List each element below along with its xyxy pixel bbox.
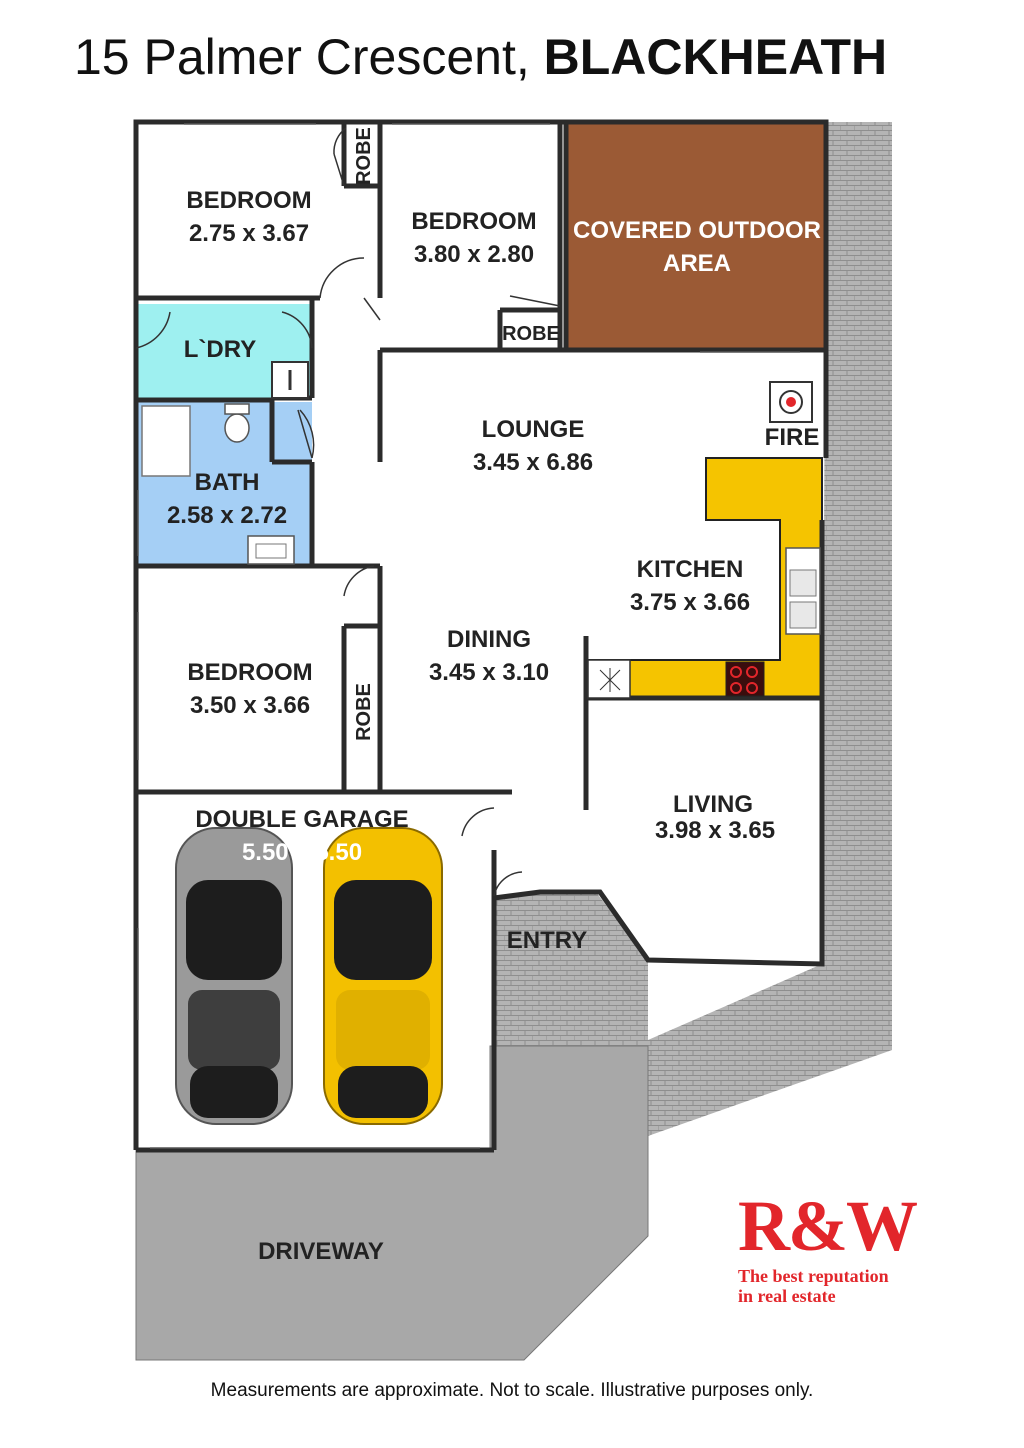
bath-name: BATH	[194, 469, 260, 496]
outdoor-name-2: AREA	[662, 250, 732, 277]
dining-dims: 3.45 x 3.10	[428, 659, 550, 686]
garage-name: DOUBLE GARAGE	[195, 806, 409, 833]
brand-logo	[738, 1186, 958, 1306]
living-name: LIVING	[672, 791, 754, 818]
suburb-text: BLACKHEATH	[543, 29, 888, 85]
bedroom-3-name: BEDROOM	[187, 659, 313, 686]
robe-label-1: ROBE	[353, 127, 375, 185]
driveway-name: DRIVEWAY	[258, 1238, 384, 1265]
robe-label-3: ROBE	[353, 683, 375, 741]
dining-name: DINING	[447, 626, 531, 653]
outdoor-name: COVERED OUTDOOR	[572, 217, 822, 244]
lounge-name: LOUNGE	[481, 416, 585, 443]
disclaimer: Measurements are approximate. Not to scale. Illustrative purposes only.	[210, 1380, 814, 1401]
entry-name: ENTRY	[506, 927, 588, 954]
laundry-name: L`DRY	[183, 336, 257, 363]
silver-car	[176, 828, 292, 1124]
yellow-car	[324, 828, 442, 1124]
bedroom-2-name: BEDROOM	[411, 208, 537, 235]
robe-label-2: ROBE	[502, 323, 560, 345]
living-dims: 3.98 x 3.65	[654, 817, 776, 844]
toilet-icon	[225, 414, 249, 442]
lounge-dims: 3.45 x 6.86	[472, 449, 594, 476]
logo-tagline-1: The best reputation	[738, 1266, 889, 1286]
bath-dims: 2.58 x 2.72	[166, 502, 288, 529]
entry-paving	[494, 892, 648, 1046]
bedroom-2-dims: 3.80 x 2.80	[413, 241, 535, 268]
bedroom-3-dims: 3.50 x 3.66	[189, 692, 311, 719]
toilet-cistern-icon	[225, 404, 249, 414]
logo-mark: R&W	[738, 1186, 916, 1266]
bedroom-1-dims: 2.75 x 3.67	[188, 220, 310, 247]
kitchen-dims: 3.75 x 3.66	[629, 589, 751, 616]
fire-label: FIRE	[764, 424, 820, 451]
shower-icon	[142, 406, 190, 476]
address-text: 15 Palmer Crescent,	[74, 29, 530, 85]
kitchen-name: KITCHEN	[636, 556, 744, 583]
garage-dims: 5.50 x 5.50	[241, 839, 363, 866]
logo-tagline-2: in real estate	[738, 1286, 836, 1306]
bedroom-1-name: BEDROOM	[186, 187, 312, 214]
